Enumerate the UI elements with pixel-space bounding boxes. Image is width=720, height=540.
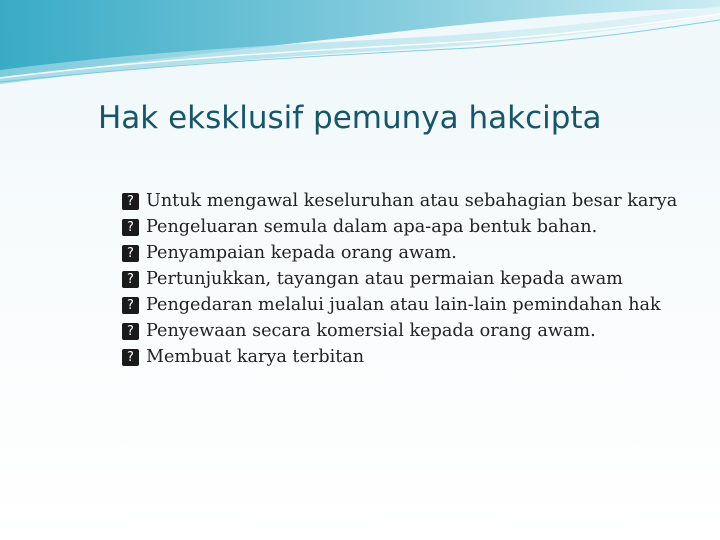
slide-title: Hak eksklusif pemunya hakcipta	[98, 100, 602, 136]
bullet-text: Pertunjukkan, tayangan atau permaian kepada awam	[146, 269, 623, 289]
unknown-glyph-icon: ?	[122, 349, 139, 366]
bullet-text: Untuk mengawal keseluruhan atau sebahagian besar karya	[146, 191, 678, 211]
unknown-glyph-icon: ?	[122, 193, 139, 210]
list-item	[122, 242, 702, 264]
bullet-text: Pengeluaran semula dalam apa-apa bentuk bahan.	[146, 217, 598, 237]
unknown-glyph-icon: ?	[122, 245, 139, 262]
list-item	[122, 190, 702, 212]
list-item	[122, 346, 702, 368]
unknown-glyph-icon: ?	[122, 297, 139, 314]
list-item	[122, 216, 702, 238]
list-item	[122, 268, 702, 290]
bullet-text: Membuat karya terbitan	[146, 347, 365, 367]
bullet-text: Penyewaan secara komersial kepada orang awam.	[146, 321, 596, 341]
unknown-glyph-icon: ?	[122, 271, 139, 288]
bullet-text: Penyampaian kepada orang awam.	[146, 243, 457, 263]
header-wave-decoration	[0, 0, 720, 90]
list-item	[122, 320, 702, 342]
unknown-glyph-icon: ?	[122, 323, 139, 340]
bullet-list	[122, 190, 702, 372]
list-item	[122, 294, 702, 316]
bullet-text: Pengedaran melalui jualan atau lain-lain pemindahan hak	[146, 295, 661, 315]
unknown-glyph-icon: ?	[122, 219, 139, 236]
